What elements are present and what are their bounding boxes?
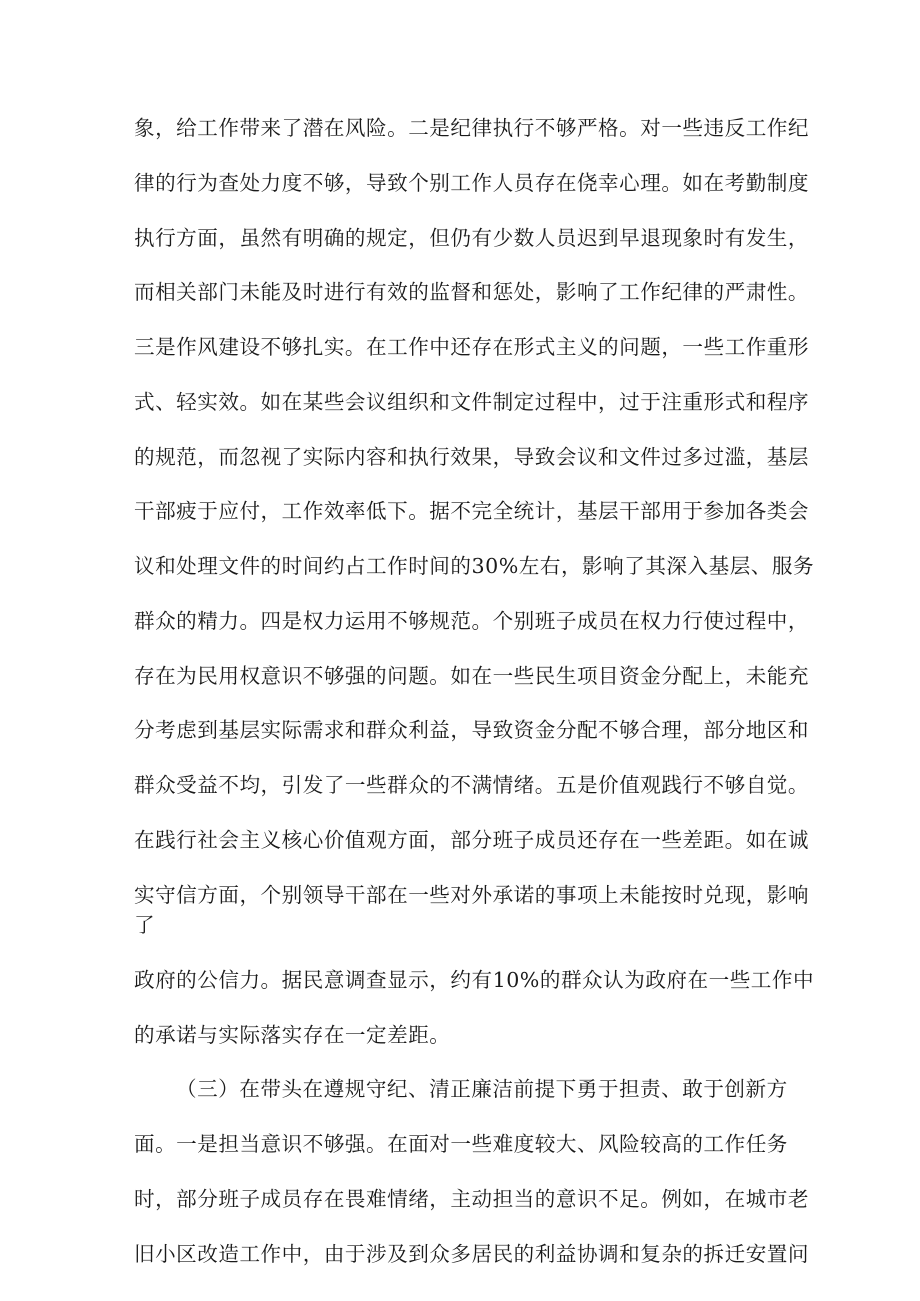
text-line: 在践行社会主义核心价值观方面，部分班子成员还存在一些差距。如在诚	[134, 828, 809, 852]
text-line: 执行方面，虽然有明确的规定，但仍有少数人员迟到早退现象时有发生，	[134, 226, 809, 250]
text-line-orphan: 了	[134, 913, 156, 937]
text-line: 干部疲于应付，工作效率低下。据不完全统计，基层干部用于参加各类会	[134, 499, 809, 523]
text-line: 面。一是担当意识不够强。在面对一些难度较大、风险较高的工作任务	[134, 1132, 788, 1156]
text-line: 象，给工作带来了潜在风险。二是纪律执行不够严格。对一些违反工作纪	[134, 116, 809, 140]
text-line: 群众受益不均，引发了一些群众的不满情绪。五是价值观践行不够自觉。	[134, 773, 809, 797]
section-heading-line: （三）在带头在遵规守纪、清正廉洁前提下勇于担责、敢于创新方	[176, 1077, 788, 1101]
text-line: 政府的公信力。据民意调查显示，约有10%的群众认为政府在一些工作中	[134, 968, 815, 992]
paragraph-end-line: 的承诺与实际落实存在一定差距。	[134, 1023, 451, 1047]
text-line: 三是作风建设不够扎实。在工作中还存在形式主义的问题，一些工作重形	[134, 335, 809, 359]
text-line: 实守信方面，个别领导干部在一些对外承诺的事项上未能按时兑现，影响	[134, 883, 809, 907]
text-line: 时，部分班子成员存在畏难情绪，主动担当的意识不足。例如，在城市老	[134, 1187, 809, 1211]
text-line: 分考虑到基层实际需求和群众利益，导致资金分配不够合理，部分地区和	[134, 718, 809, 742]
text-line: 议和处理文件的时间约占工作时间的30%左右，影响了其深入基层、服务	[134, 554, 815, 578]
text-line: 旧小区改造工作中，由于涉及到众多居民的利益协调和复杂的拆迁安置问	[134, 1242, 809, 1266]
text-line: 而相关部门未能及时进行有效的监督和惩处，影响了工作纪律的严肃性。	[134, 280, 809, 304]
text-line: 式、轻实效。如在某些会议组织和文件制定过程中，过于注重形式和程序	[134, 390, 809, 414]
text-line: 群众的精力。四是权力运用不够规范。个别班子成员在权力行使过程中，	[134, 609, 809, 633]
text-line: 的规范，而忽视了实际内容和执行效果，导致会议和文件过多过滥，基层	[134, 445, 809, 469]
text-line: 存在为民用权意识不够强的问题。如在一些民生项目资金分配上，未能充	[134, 664, 809, 688]
text-line: 律的行为查处力度不够，导致个别工作人员存在侥幸心理。如在考勤制度	[134, 171, 809, 195]
